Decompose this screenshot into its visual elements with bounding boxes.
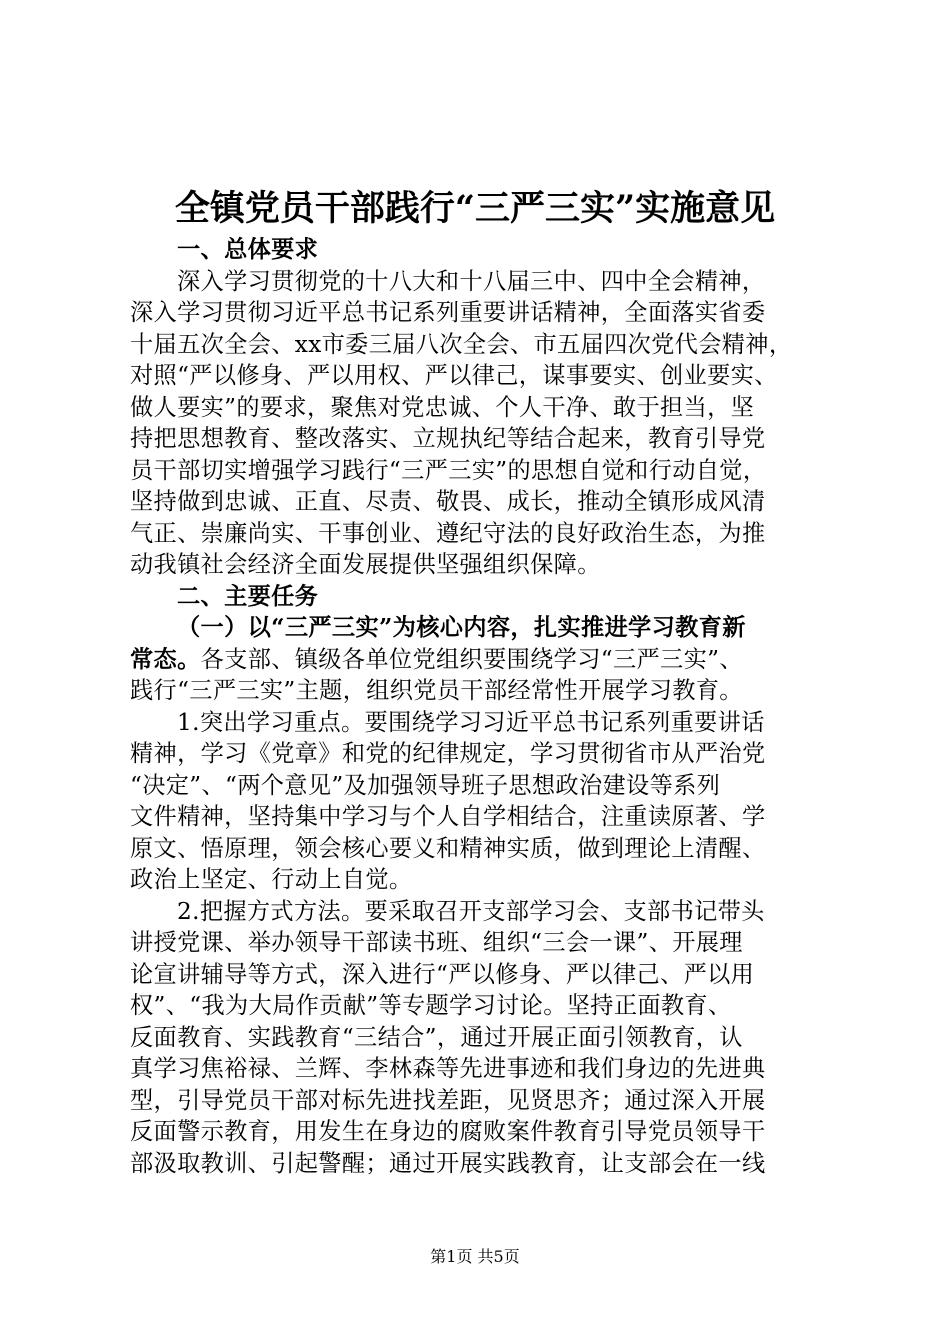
paragraph-line: 反面警示教育，用发生在身边的腐败案件教育引导党员领导干 <box>130 1118 766 1145</box>
document-body <box>130 234 830 1179</box>
section-heading: 一、总体要求 <box>177 236 319 263</box>
paragraph-line: 原文、悟原理，领会核心要义和精神实质，做到理论上清醒、 <box>130 834 766 862</box>
paragraph-text: 各支部、镇级各单位党组织要围绕学习“三严三实”、 <box>200 645 743 673</box>
paragraph-line: 持把思想教育、整改落实、立规执纪等结合起来，教育引导党 <box>130 425 766 452</box>
paragraph-line: 论宣讲辅导等方式，深入进行“严以修身、严以律己、严以用 <box>130 960 755 988</box>
paragraph-line: 坚持做到忠诚、正直、尽责、敬畏、成长，推动全镇形成风清 <box>130 488 766 515</box>
paragraph-line: 做人要实”的要求，聚焦对党忠诚、个人干净、敢于担当，坚 <box>130 393 755 421</box>
paragraph-line: 部汲取教训、引起警醒；通过开展实践教育，让支部会在一线 <box>130 1149 766 1177</box>
subsection-heading-end: 常态。 <box>130 645 201 673</box>
page-number-footer: 第1页 共5页 <box>430 1247 520 1266</box>
paragraph-line: 动我镇社会经济全面发展提供坚强组织保障。 <box>130 551 601 578</box>
subsection-heading: （一）以“三严三实”为核心内容，扎实推进学习教育新 <box>177 614 746 641</box>
paragraph-line: 对照“严以修身、严以用权、严以律己，谋事要实、创业要实、 <box>130 362 778 389</box>
paragraph-line: 权”、“我为大局作贡献”等专题学习讨论。坚持正面教育、 <box>130 992 732 1019</box>
paragraph-line: 深入学习贯彻党的十八大和十八届三中、四中全会精神， <box>177 267 766 295</box>
paragraph-line: “决定”、“两个意见”及加强领导班子思想政治建设等系列 <box>130 771 721 799</box>
paragraph-line: 气正、崇廉尚实、干事创业、遵纪守法的良好政治生态，为推 <box>130 519 766 547</box>
paragraph-line: 讲授党课、举办领导干部读书班、组织“三会一课”、开展理 <box>130 929 743 956</box>
paragraph-line: 文件精神，坚持集中学习与个人自学相结合，注重读原著、学 <box>130 803 766 830</box>
paragraph-line: 深入学习贯彻习近平总书记系列重要讲话精神，全面落实省委 <box>130 299 766 326</box>
paragraph-line: 型，引导党员干部对标先进找差距，见贤思齐；通过深入开展 <box>130 1086 766 1114</box>
document-title: 全镇党员干部践行“三严三实”实施意见 <box>174 188 776 229</box>
section-heading: 二、主要任务 <box>177 582 319 610</box>
paragraph-line: 真学习焦裕禄、兰辉、李林森等先进事迹和我们身边的先进典 <box>130 1055 766 1082</box>
paragraph-line: 践行“三严三实”主题，组织党员干部经常性开展学习教育。 <box>130 677 743 704</box>
paragraph-line: 十届五次全会、xx市委三届八次全会、市五届四次党代会精神， <box>130 330 793 358</box>
paragraph-line <box>130 644 830 676</box>
paragraph-line: 精神，学习《党章》和党的纪律规定，学习贯彻省市从严治党 <box>130 740 766 767</box>
paragraph-line: 反面教育、实践教育“三结合”，通过开展正面引领教育，认 <box>130 1023 743 1051</box>
paragraph-line: 1.突出学习重点。要围绕学习习近平总书记系列重要讲话 <box>177 708 765 736</box>
paragraph-line: 员干部切实增强学习践行“三严三实”的思想自觉和行动自觉， <box>130 456 767 484</box>
paragraph-line: 2.把握方式方法。要采取召开支部学习会、支部书记带头 <box>177 897 765 925</box>
paragraph-line: 政治上坚定、行动上自觉。 <box>130 866 413 893</box>
